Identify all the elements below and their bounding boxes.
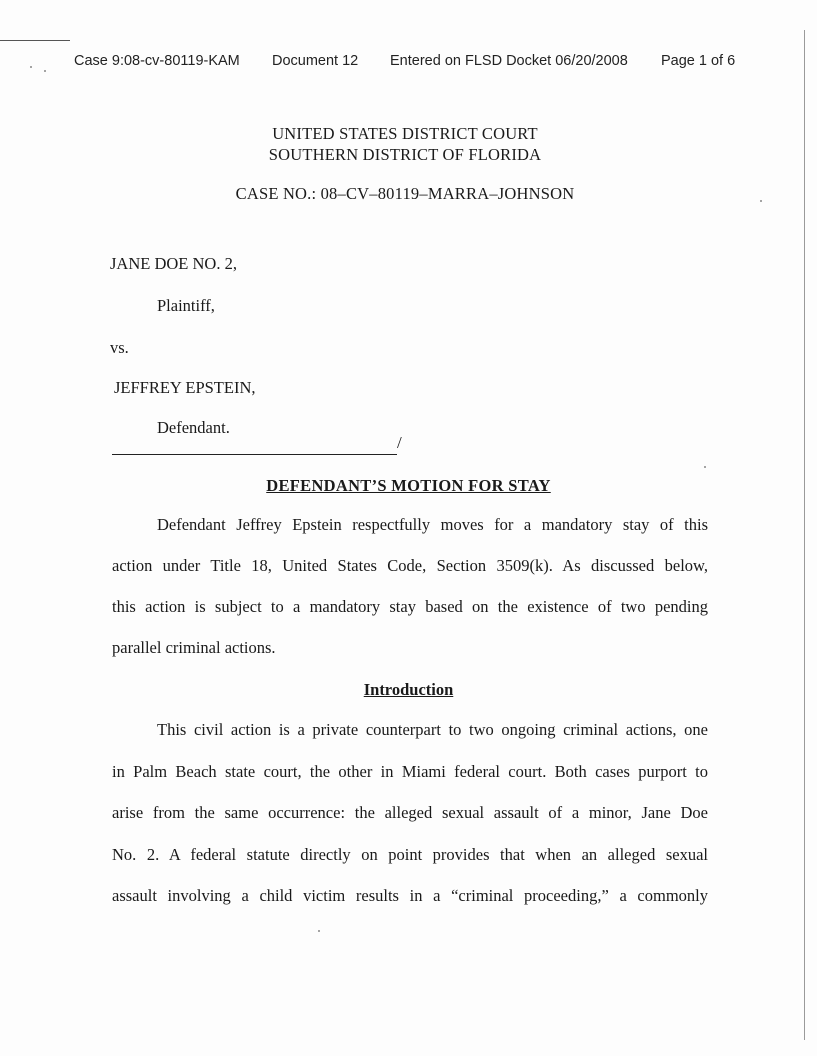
- header-page-number: Page 1 of 6: [661, 53, 736, 69]
- defendant-name: JEFFREY EPSTEIN,: [114, 378, 256, 397]
- caption-slash: /: [397, 433, 402, 452]
- paragraph1-line: action under Title 18, United States Code, Section 3509(k). As discussed below,: [112, 556, 708, 575]
- caption-divider: [112, 454, 397, 455]
- plaintiff-name: JANE DOE NO. 2,: [110, 254, 237, 273]
- scan-speck: [704, 466, 706, 468]
- header-case-number: Case 9:08-cv-80119-KAM: [74, 53, 240, 69]
- paragraph2-line: arise from the same occurrence: the alleged sexual assault of a minor, Jane Doe: [112, 803, 708, 822]
- header-entered-date: Entered on FLSD Docket 06/20/2008: [390, 53, 628, 69]
- introduction-heading: Introduction: [363, 680, 454, 699]
- scan-speck: [760, 200, 762, 202]
- versus-label: vs.: [110, 338, 129, 357]
- defendant-role: Defendant.: [157, 418, 230, 437]
- paragraph2-line: This civil action is a private counterpart to two ongoing criminal actions, one: [157, 720, 708, 739]
- paragraph1-line: parallel criminal actions.: [112, 638, 276, 657]
- scan-speck: [318, 930, 320, 932]
- paragraph2-line: in Palm Beach state court, the other in Miami federal court. Both cases purport to: [112, 762, 708, 781]
- court-district: SOUTHERN DISTRICT OF FLORIDA: [268, 145, 542, 164]
- scan-speck: [44, 70, 46, 72]
- case-number: CASE NO.: 08–CV–80119–MARRA–JOHNSON: [235, 184, 575, 203]
- scan-artifact-rule: [0, 40, 70, 41]
- header-document-number: Document 12: [272, 53, 359, 69]
- paragraph1-line: Defendant Jeffrey Epstein respectfully moves for a mandatory stay of this: [157, 515, 708, 534]
- paragraph1-line: this action is subject to a mandatory stay based on the existence of two pending: [112, 597, 708, 616]
- paragraph2-line: No. 2. A federal statute directly on point provides that when an alleged sexual: [112, 845, 708, 864]
- court-name: UNITED STATES DISTRICT COURT: [272, 124, 538, 143]
- scan-edge-line: [804, 30, 805, 1040]
- motion-title: DEFENDANT’S MOTION FOR STAY: [266, 476, 551, 495]
- scan-speck: [30, 66, 32, 68]
- paragraph2-line: assault involving a child victim results in a “criminal proceeding,” a commonly: [112, 886, 708, 905]
- plaintiff-role: Plaintiff,: [157, 296, 215, 315]
